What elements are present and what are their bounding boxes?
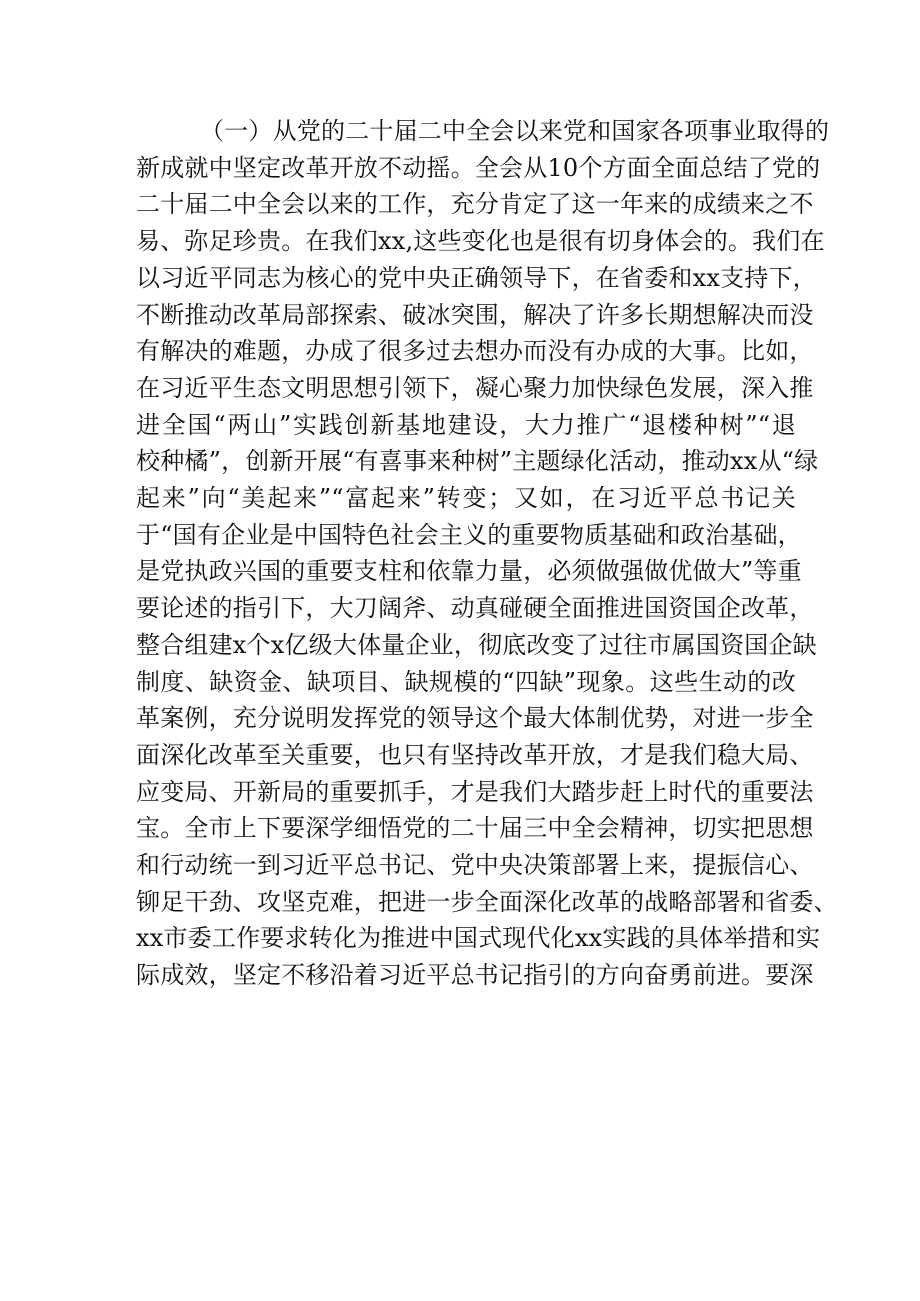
paragraph-line: 面深化改革至关重要，也只有坚持改革开放，才是我们稳大局、 xyxy=(136,740,814,769)
paragraph-line: 易、弥足珍贵。在我们xx,这些变化也是很有切身体会的。我们在 xyxy=(136,227,825,256)
paragraph-line: 以习近平同志为核心的党中央正确领导下，在省委和xx支持下， xyxy=(136,263,817,292)
paragraph-line: 二十届二中全会以来的工作，充分肯定了这一年来的成绩来之不 xyxy=(136,190,814,219)
body-paragraph xyxy=(136,113,838,994)
paragraph-line: 整合组建x个x亿级大体量企业，彻底改变了过往市属国资国企缺 xyxy=(136,630,817,659)
paragraph-line: 新成就中坚定改革开放不动摇。全会从10个方面全面总结了党的 xyxy=(136,153,821,182)
paragraph-line: （一）从党的二十届二中全会以来党和国家各项事业取得的 xyxy=(200,117,830,145)
paragraph-line: 宝。全市上下要深学细悟党的二十届三中全会精神，切实把思想 xyxy=(136,814,814,843)
paragraph-line: 制度、缺资金、缺项目、缺规模的“四缺”现象。这些生动的改 xyxy=(136,667,796,696)
paragraph-line: xx市委工作要求转化为推进中国式现代化xx实践的具体举措和实 xyxy=(136,924,821,953)
paragraph-line: 铆足干劲、攻坚克难，把进一步全面深化改革的战略部署和省委、 xyxy=(136,887,838,916)
paragraph-line: 起来”向“美起来”“富起来”转变；又如，在习近平总书记关 xyxy=(136,484,796,513)
paragraph-line: 有解决的难题，办成了很多过去想办而没有办成的大事。比如， xyxy=(136,337,814,366)
paragraph-line: 际成效，坚定不移沿着习近平总书记指引的方向奋勇前进。要深 xyxy=(136,961,814,990)
paragraph-line: 校种橘”，创新开展“有喜事来种树”主题绿化活动，推动xx从“绿 xyxy=(136,447,819,476)
paragraph-line: 要论述的指引下，大刀阔斧、动真碰硬全面推进国资国企改革， xyxy=(136,594,814,623)
paragraph-line: 是党执政兴国的重要支柱和依靠力量，必须做强做优做大”等重 xyxy=(136,557,802,586)
paragraph-line: 在习近平生态文明思想引领下，凝心聚力加快绿色发展，深入推 xyxy=(136,373,814,402)
paragraph-line: 于“国有企业是中国特色社会主义的重要物质基础和政治基础， xyxy=(136,520,802,549)
paragraph-line: 和行动统一到习近平总书记、党中央决策部署上来，提振信心、 xyxy=(136,851,814,880)
paragraph-line: 应变局、开新局的重要抓手，才是我们大踏步赶上时代的重要法 xyxy=(136,777,814,806)
paragraph-line: 不断推动改革局部探索、破冰突围，解决了许多长期想解决而没 xyxy=(136,300,814,329)
paragraph-line: 进全国“两山”实践创新基地建设，大力推广“退楼种树”“退 xyxy=(136,410,796,439)
paragraph-line: 革案例，充分说明发挥党的领导这个最大体制优势，对进一步全 xyxy=(136,704,814,733)
